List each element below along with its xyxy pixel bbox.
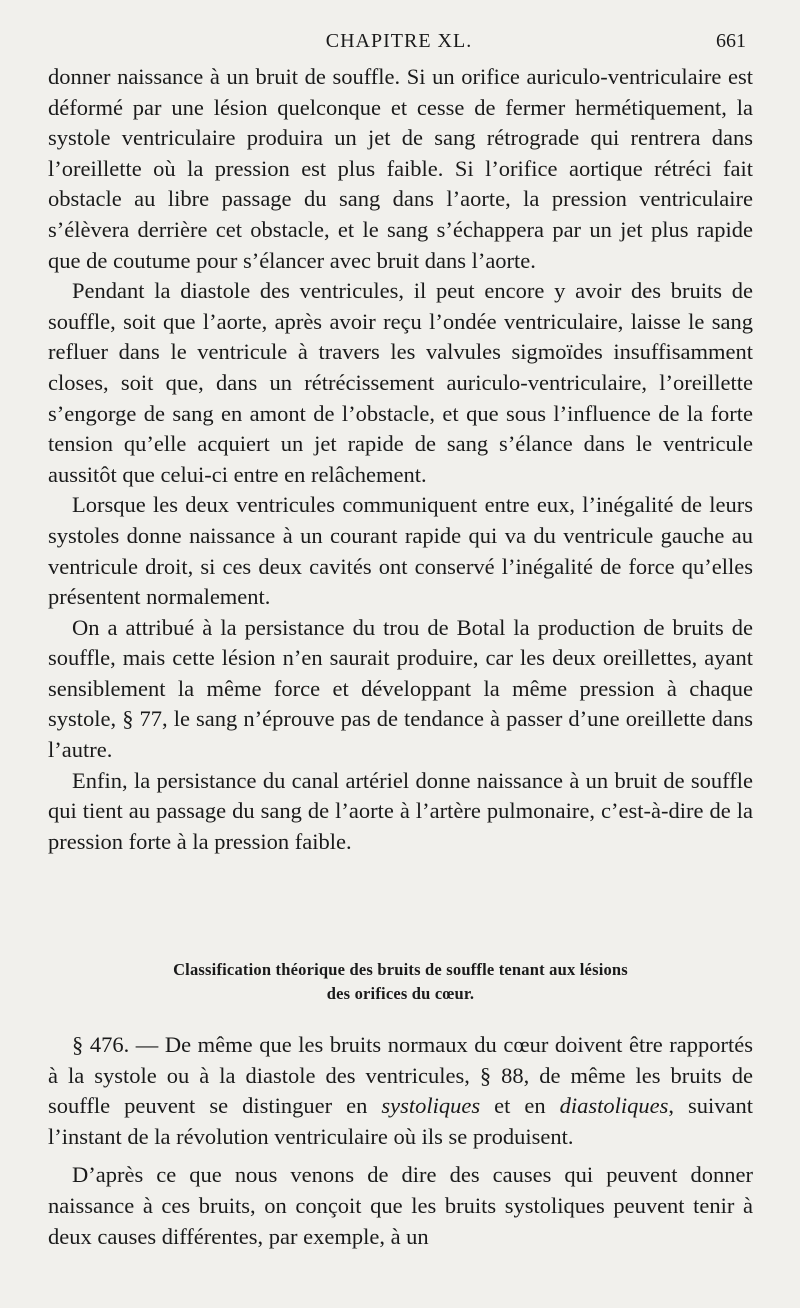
lower-text-block xyxy=(48,1030,753,1252)
upper-text-block xyxy=(48,62,753,857)
paragraph-continuation: donner naissance à un bruit de souffle. Si un orifice auriculo-ventriculaire est déformé par une lésion quelconque et cesse de fermer hermétiquement, la systole ventriculaire produira un jet de sang rétrograde qui rentrera dans l’oreillette où la pression est plus faible. Si l’orifice aortique rétréci fait obstacle au libre passage du sang dans l’aorte, la pression ventriculaire s’élèvera derrière cet obstacle, et le sang s’échappera par un jet plus rapide que de coutume pour s’élancer avec bruit dans l’aorte. xyxy=(48,64,753,273)
chapter-title: CHAPITRE XL. xyxy=(325,30,473,52)
section-heading-line-1: Classification théorique des bruits de souffle tenant aux lésions xyxy=(173,960,628,979)
paragraph-causes: D’après ce que nous venons de dire des causes qui peuvent donner naissance à ces bruits, on conçoit que les bruits systoliques peuvent tenir à deux causes différentes, par exemple, à un xyxy=(48,1162,753,1249)
term-systoliques: systoliques xyxy=(381,1093,481,1119)
paragraph-ventricles: Lorsque les deux ventricules communiquent entre eux, l’inégalité de leurs systoles donne naissance à un courant rapide qui va du ventricule gauche au ventricule droit, si ces deux cavités ont conservé l’inégalité de force qu’elles présentent normalement. xyxy=(48,492,753,610)
paragraph-canal: Enfin, la persistance du canal artériel donne naissance à un bruit de souffle qui tient au passage du sang de l’aorte à l’artère pulmonaire, c’est-à-dire de la pression forte à la pression faible. xyxy=(48,767,753,854)
paragraph-botal: On a attribué à la persistance du trou de Botal la production de bruits de souffle, mais cette lésion n’en saurait produire, car les deux oreillettes, ayant sensiblement la même force et développant la même pression à chaque systole, § 77, le sang n’éprouve pas de tendance à passer d’une oreillette dans l’autre. xyxy=(48,614,753,763)
paragraph-476-text-a: § 476. — De même que les bruits normaux du cœur doivent être rapportés à la systole ou à la diastole des ventricules, § 88, de même les bruits de souffle peuvent se distinguer en xyxy=(48,1032,753,1119)
paragraph-476-text-c: , suivant l’instant de la révolution ventriculaire où ils se produisent. xyxy=(48,1093,753,1149)
paragraph-476-text-b: et en xyxy=(480,1093,560,1119)
running-header xyxy=(48,30,750,60)
term-diastoliques: diastoliques xyxy=(559,1093,669,1119)
section-heading-line-2: des orifices du cœur. xyxy=(326,984,475,1003)
paragraph-diastole: Pendant la diastole des ventricules, il peut encore y avoir des bruits de souffle, soit que l’aorte, après avoir reçu l’ondée ventriculaire, laisse le sang refluer dans le ventricule à travers les valvules sigmoïdes insuffisamment closes, soit que, dans un rétrécissement auriculo-ventriculaire, l’oreillette s’engorge de sang en amont de l’obstacle, et que sous l’influence de la forte tension qu’elle acquiert un jet rapide de sang s’élance dans le ventricule aussitôt que celui-ci entre en relâchement. xyxy=(48,278,753,487)
section-heading xyxy=(48,958,753,1006)
paragraph-476 xyxy=(48,1030,753,1152)
page-number: 661 xyxy=(716,30,746,52)
